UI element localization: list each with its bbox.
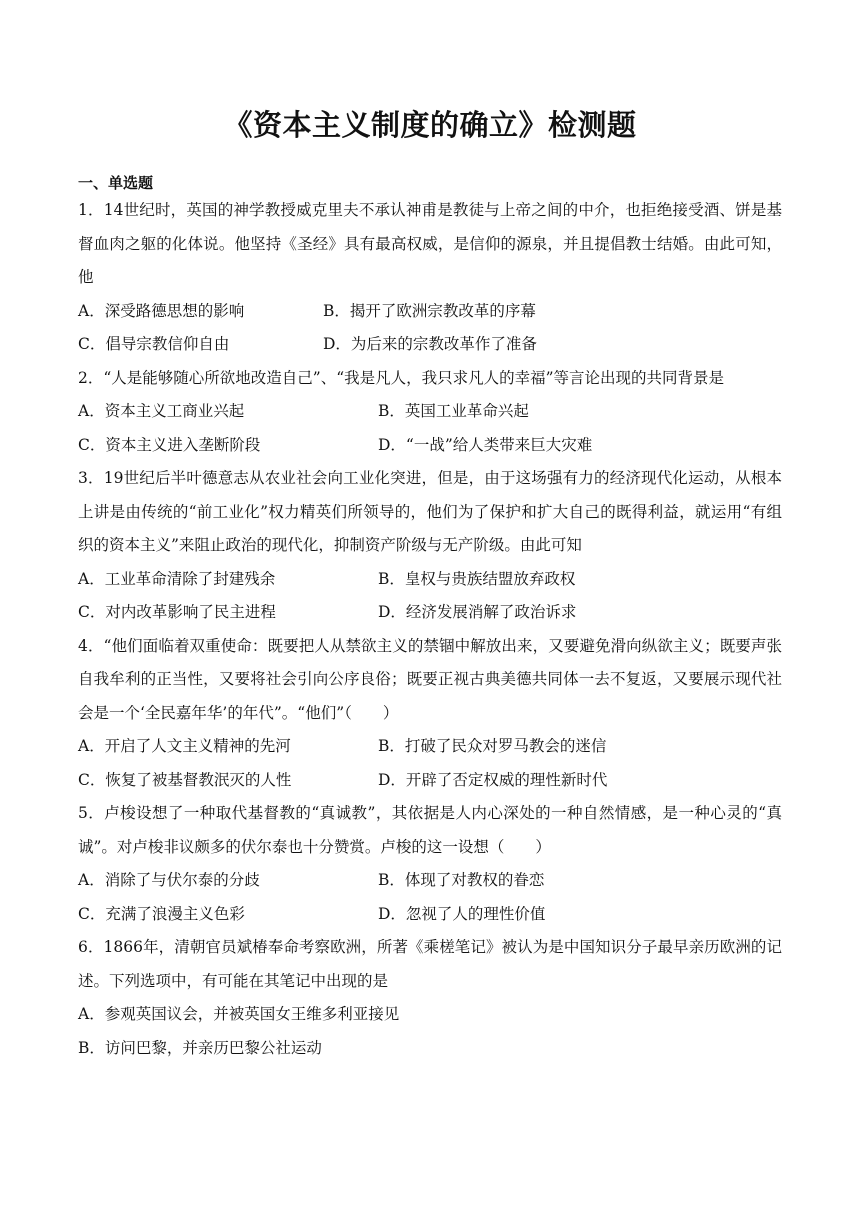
section-heading: 一、单选题 [78, 174, 154, 192]
option-d: D．忽视了人的理性价值 [378, 904, 546, 923]
option-b: B．英国工业革命兴起 [378, 402, 529, 420]
question-5 [78, 797, 782, 931]
option-b: B．皇权与贵族结盟放弃政权 [378, 569, 576, 588]
options-row [78, 898, 782, 932]
options-row [78, 395, 782, 429]
options-row [78, 864, 782, 898]
question-stem: 5．卢梭设想了一种取代基督教的“真诚教”，其依据是人内心深处的一种自然情感，是一种心灵的“真诚”。对卢梭非议颇多的伏尔泰也十分赞赏。卢梭的这一设想（ ） [78, 804, 782, 856]
option-d: D．为后来的宗教改革作了准备 [323, 335, 537, 353]
option-a: A．开启了人文主义精神的先河 [78, 737, 291, 755]
option-a: A．消除了与伏尔泰的分歧 [78, 871, 260, 889]
document-content [78, 172, 782, 1065]
option-a: A．资本主义工商业兴起 [78, 402, 245, 420]
question-6 [78, 931, 782, 1065]
option-c: C．资本主义进入垄断阶段 [78, 435, 261, 454]
option-c: C．对内改革影响了民主进程 [78, 603, 276, 621]
option-a: A．工业革命清除了封建残余 [78, 569, 276, 588]
options-row [78, 998, 782, 1032]
option-a: A．深受路德思想的影响 [78, 301, 245, 320]
options-row [78, 730, 782, 764]
question-stem: 2．“人是能够随心所欲地改造自己”、“我是凡人，我只求凡人的幸福”等言论出现的共同背景是 [78, 368, 725, 387]
option-b: B．揭开了欧洲宗教改革的序幕 [323, 301, 536, 320]
question-1 [78, 194, 782, 362]
option-c: C．恢复了被基督教泯灭的人性 [78, 770, 292, 789]
options-row [78, 429, 782, 463]
question-stem: 6．1866年，清朝官员斌椿奉命考察欧洲，所著《乘槎笔记》被认为是中国知识分子最早亲历欧洲的记述。下列选项中，有可能在其笔记中出现的是 [78, 938, 782, 990]
options-row [78, 764, 782, 798]
document-title: 《资本主义制度的确立》检测题 [223, 108, 637, 142]
options-row [78, 1032, 782, 1066]
options-row [78, 596, 782, 630]
option-d: D．“一战”给人类带来巨大灾难 [378, 435, 593, 454]
option-c: C．倡导宗教信仰自由 [78, 335, 230, 353]
options-row [78, 328, 782, 362]
option-b: B．打破了民众对罗马教会的迷信 [378, 737, 607, 755]
options-row [78, 295, 782, 329]
option-d: D．开辟了否定权威的理性新时代 [378, 770, 608, 789]
option-c: C．充满了浪漫主义色彩 [78, 904, 245, 923]
option-d: D．经济发展消解了政治诉求 [378, 603, 577, 621]
option-b: B．访问巴黎，并亲历巴黎公社运动 [78, 1038, 322, 1057]
options-row [78, 563, 782, 597]
question-3 [78, 462, 782, 630]
question-stem: 3．19世纪后半叶德意志从农业社会向工业化突进，但是，由于这场强有力的经济现代化运动，从根本上讲是由传统的“前工业化”权力精英们所领导的，他们为了保护和扩大自己的既得利益，就运用“有组织的资本主义”来阻止政治的现代化，抑制资产阶级与无产阶级。由此可知 [78, 469, 782, 554]
option-a: A．参观英国议会，并被英国女王维多利亚接见 [78, 1005, 400, 1023]
question-stem: 4．“他们面临着双重使命：既要把人从禁欲主义的禁锢中解放出来，又要避免滑向纵欲主义；既要声张自我牟利的正当性，又要将社会引向公序良俗；既要正视古典美德共同体一去不复返，又要展示现代社会是一个‘全民嘉年华’的年代”。“他们”（ ） [78, 636, 782, 722]
question-4 [78, 630, 782, 798]
question-stem: 1．14世纪时，英国的神学教授威克里夫不承认神甫是教徒与上帝之间的中介，也拒绝接受酒、饼是基督血肉之躯的化体说。他坚持《圣经》具有最高权威，是信仰的源泉，并且提倡教士结婚。由此可知，他 [78, 201, 782, 286]
question-2 [78, 362, 782, 463]
option-b: B．体现了对教权的眷恋 [378, 871, 545, 889]
